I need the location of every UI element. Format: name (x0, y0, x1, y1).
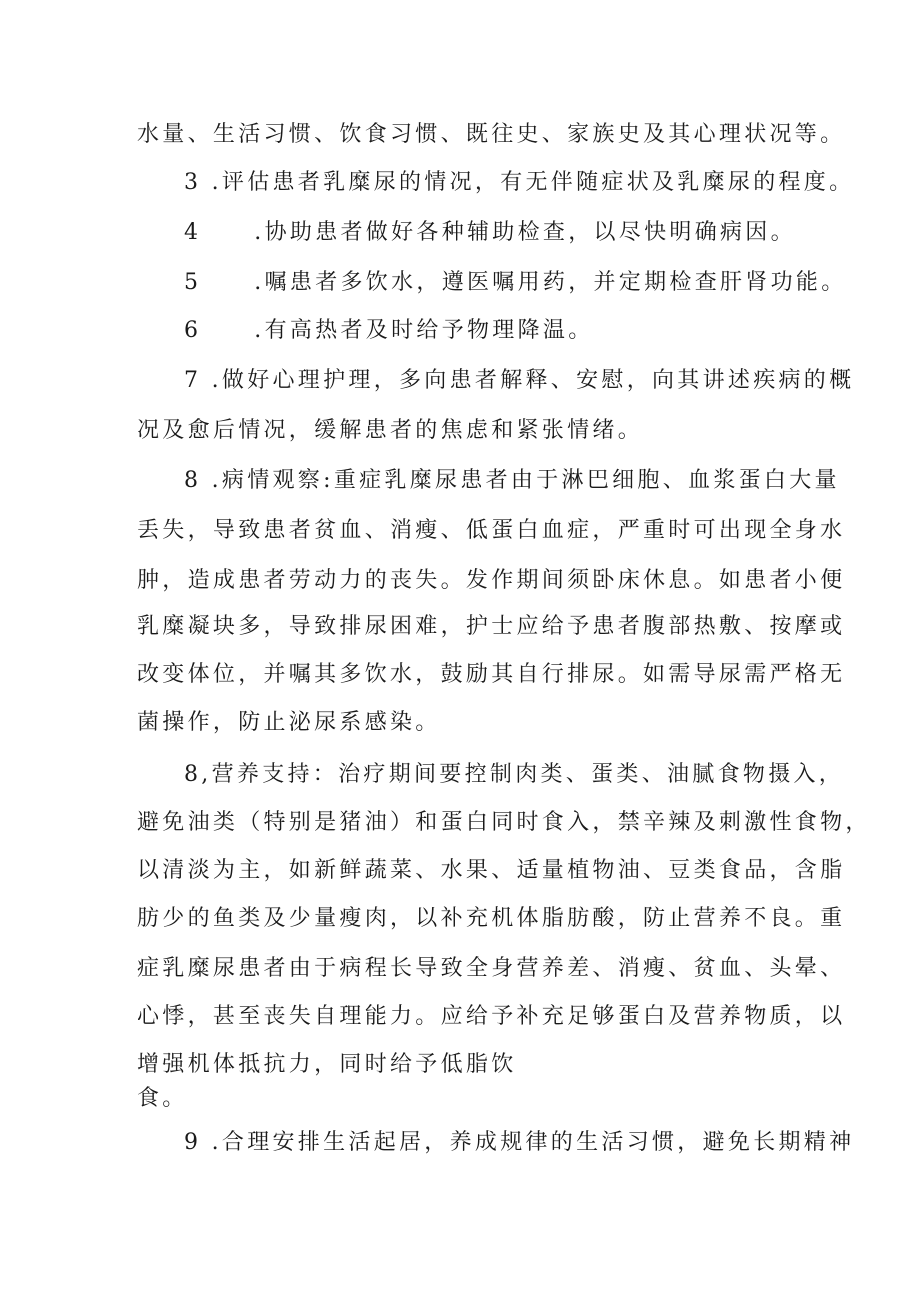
line-text: 症乳糜尿患者由于病程长导致全身营养差、消瘦、贫血、头晕、 (137, 956, 846, 981)
list-item-3 (184, 168, 854, 198)
list-item-9 (184, 1128, 854, 1158)
item-text: .嘱患者多饮水，遵医嘱用药，并定期检查肝肾功能。 (254, 270, 847, 295)
line-text: 丢失，导致患者贫血、消瘦、低蛋白血症，严重时可出现全身水 (137, 518, 846, 543)
text-line (137, 708, 441, 738)
line-text: 心悸，甚至丧失自理能力。应给予补充足够蛋白及营养物质，以 (137, 1004, 846, 1029)
text-line (137, 954, 845, 984)
item-text: .病情观察:重症乳糜尿患者由于淋巴细胞、血浆蛋白大量 (211, 468, 840, 493)
item-number: 4 (184, 220, 202, 245)
list-item-4 (184, 218, 796, 248)
item-number: 5 (184, 270, 202, 295)
text-line (137, 120, 845, 150)
item-text: .有高热者及时给予物理降温。 (254, 318, 594, 343)
item-text: 8,营养支持：治疗期间要控制肉类、蛋类、油腻食物摄入， (184, 762, 845, 787)
text-line (137, 856, 845, 886)
item-text: .评估患者乳糜尿的情况，有无伴随症状及乳糜尿的程度。 (211, 170, 855, 195)
text-line (137, 612, 845, 642)
item-number: 7 (184, 368, 202, 393)
list-item-8b (184, 760, 844, 790)
text-line (137, 566, 845, 596)
item-text: .协助患者做好各种辅助检查，以尽快明确病因。 (254, 220, 796, 245)
item-number: 8 (184, 468, 202, 493)
text-line (137, 1002, 845, 1032)
text-line (137, 416, 643, 446)
line-text: 增强机体抵抗力，同时给予低脂饮 (137, 1052, 517, 1077)
line-text: 况及愈后情况，缓解患者的焦虑和紧张情绪。 (137, 418, 644, 443)
item-text: .合理安排生活起居，养成规律的生活习惯，避免长期精神 (211, 1130, 855, 1155)
line-text: 食。 (137, 1086, 188, 1111)
line-text: 肿，造成患者劳动力的丧失。发作期间须卧床休息。如患者小便 (137, 568, 846, 593)
text-line (137, 516, 845, 546)
list-item-8 (184, 466, 840, 496)
line-text: 改变体位，并嘱其多饮水，鼓励其自行排尿。如需导尿需严格无 (137, 662, 846, 687)
line-text: 菌操作，防止泌尿系感染。 (137, 710, 441, 735)
list-item-5 (184, 268, 847, 298)
line-text: 避免油类（特别是猪油）和蛋白同时食入，禁辛辣及刺激性食物， (137, 810, 871, 835)
text-line (137, 1050, 517, 1080)
list-item-7 (184, 366, 854, 396)
item-number: 9 (184, 1130, 202, 1155)
item-number: 6 (184, 318, 202, 343)
line-text: 以清淡为主，如新鲜蔬菜、水果、适量植物油、豆类食品，含脂 (137, 858, 846, 883)
line-text: 肪少的鱼类及少量瘦肉，以补充机体脂肪酸，防止营养不良。重 (137, 906, 846, 931)
item-number: 3 (184, 170, 202, 195)
line-text: 乳糜凝块多，导致排尿困难，护士应给予患者腹部热敷、按摩或 (137, 614, 846, 639)
text-line (137, 808, 871, 838)
text-line (137, 904, 845, 934)
line-text: 水量、生活习惯、饮食习惯、既往史、家族史及其心理状况等。 (137, 122, 846, 147)
text-line (137, 660, 845, 690)
text-line (137, 1084, 188, 1114)
item-text: .做好心理护理，多向患者解释、安慰，向其讲述疾病的概 (211, 368, 855, 393)
list-item-6 (184, 316, 594, 346)
